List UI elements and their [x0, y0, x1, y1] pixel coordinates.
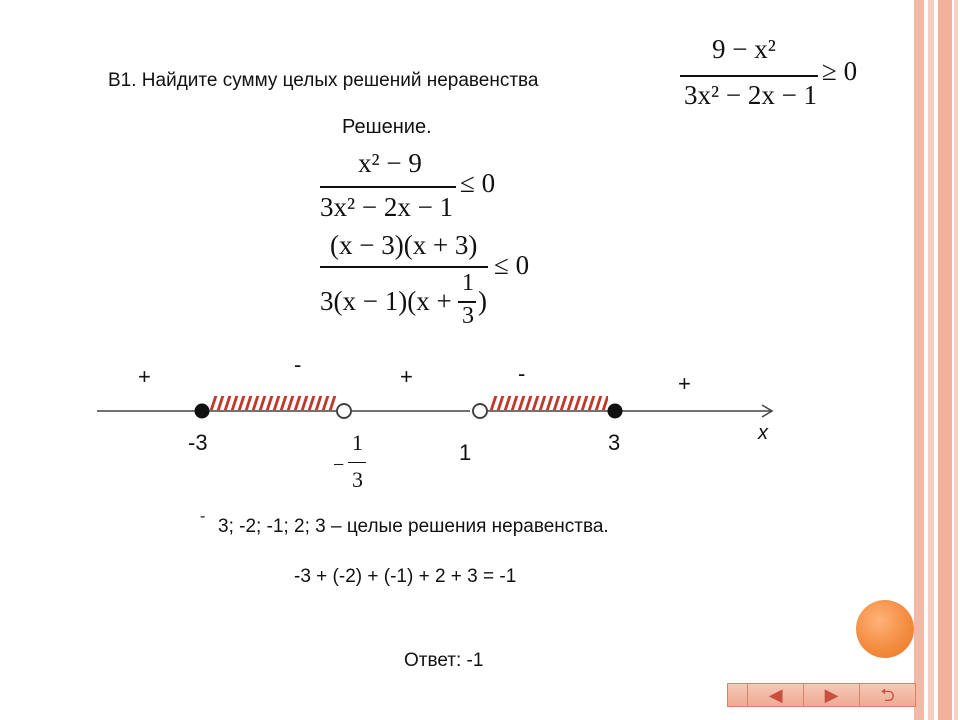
return-button[interactable]	[859, 683, 916, 707]
sum-line: -3 + (-2) + (-1) + 2 + 3 = -1	[294, 566, 517, 587]
triangle-left-icon: ◀	[768, 685, 783, 705]
problem-fraction-denominator: 3x² − 2x − 1	[684, 80, 818, 110]
bullet-minus: -	[200, 508, 206, 525]
open-point-minus-third	[337, 404, 351, 418]
slide-navigation-bar	[727, 683, 915, 707]
step1-denominator: 3x² − 2x − 1	[320, 192, 454, 222]
sign-label: +	[138, 364, 151, 389]
step1-relation: ≤ 0	[460, 168, 496, 198]
sign-label: -	[518, 361, 526, 386]
step2-relation: ≤ 0	[494, 250, 530, 280]
closed-point-minus3	[195, 404, 210, 419]
open-point-1	[473, 404, 487, 418]
point-label-minus3: -3	[188, 430, 208, 455]
hatched-interval-left	[210, 396, 336, 410]
closed-point-3	[608, 404, 623, 419]
step1-numerator: x² − 9	[358, 148, 422, 178]
previous-slide-button[interactable]	[747, 683, 804, 707]
solution-heading: Решение.	[342, 116, 432, 138]
step2-denominator-suffix: )	[478, 286, 487, 316]
problem-statement: В1. Найдите сумму целых решений неравенства	[108, 70, 539, 91]
sign-label: +	[400, 364, 413, 389]
step2-numerator: (x − 3)(x + 3)	[330, 230, 478, 260]
step2-denominator-frac-num: 1	[462, 270, 474, 296]
u-turn-arrow-icon: ⮌	[880, 685, 895, 705]
orange-circle-button[interactable]	[856, 600, 914, 658]
fraction-numerator: 1	[352, 430, 363, 455]
minus-sign: −	[333, 454, 345, 476]
sign-label: +	[678, 371, 691, 396]
nav-spacer	[727, 683, 748, 707]
integers-line: 3; -2; -1; 2; 3 – целые решения неравенства.	[218, 516, 609, 537]
point-label-3: 3	[608, 430, 621, 455]
axis-label: x	[758, 422, 768, 444]
problem-fraction-numerator: 9 − x²	[712, 34, 776, 64]
point-label-1: 1	[459, 440, 472, 465]
fraction-bar	[348, 462, 366, 463]
triangle-right-icon: ▶	[824, 685, 839, 705]
hatched-interval-right	[490, 396, 608, 410]
problem-relation: ≥ 0	[822, 56, 858, 86]
sign-label: -	[294, 352, 302, 377]
step2-denominator-prefix: 3(x − 1)(x +	[320, 286, 452, 316]
answer: Ответ: -1	[404, 650, 484, 671]
fraction-denominator: 3	[352, 467, 363, 492]
step2-denominator-frac-den: 3	[462, 303, 474, 329]
next-slide-button[interactable]	[803, 683, 860, 707]
